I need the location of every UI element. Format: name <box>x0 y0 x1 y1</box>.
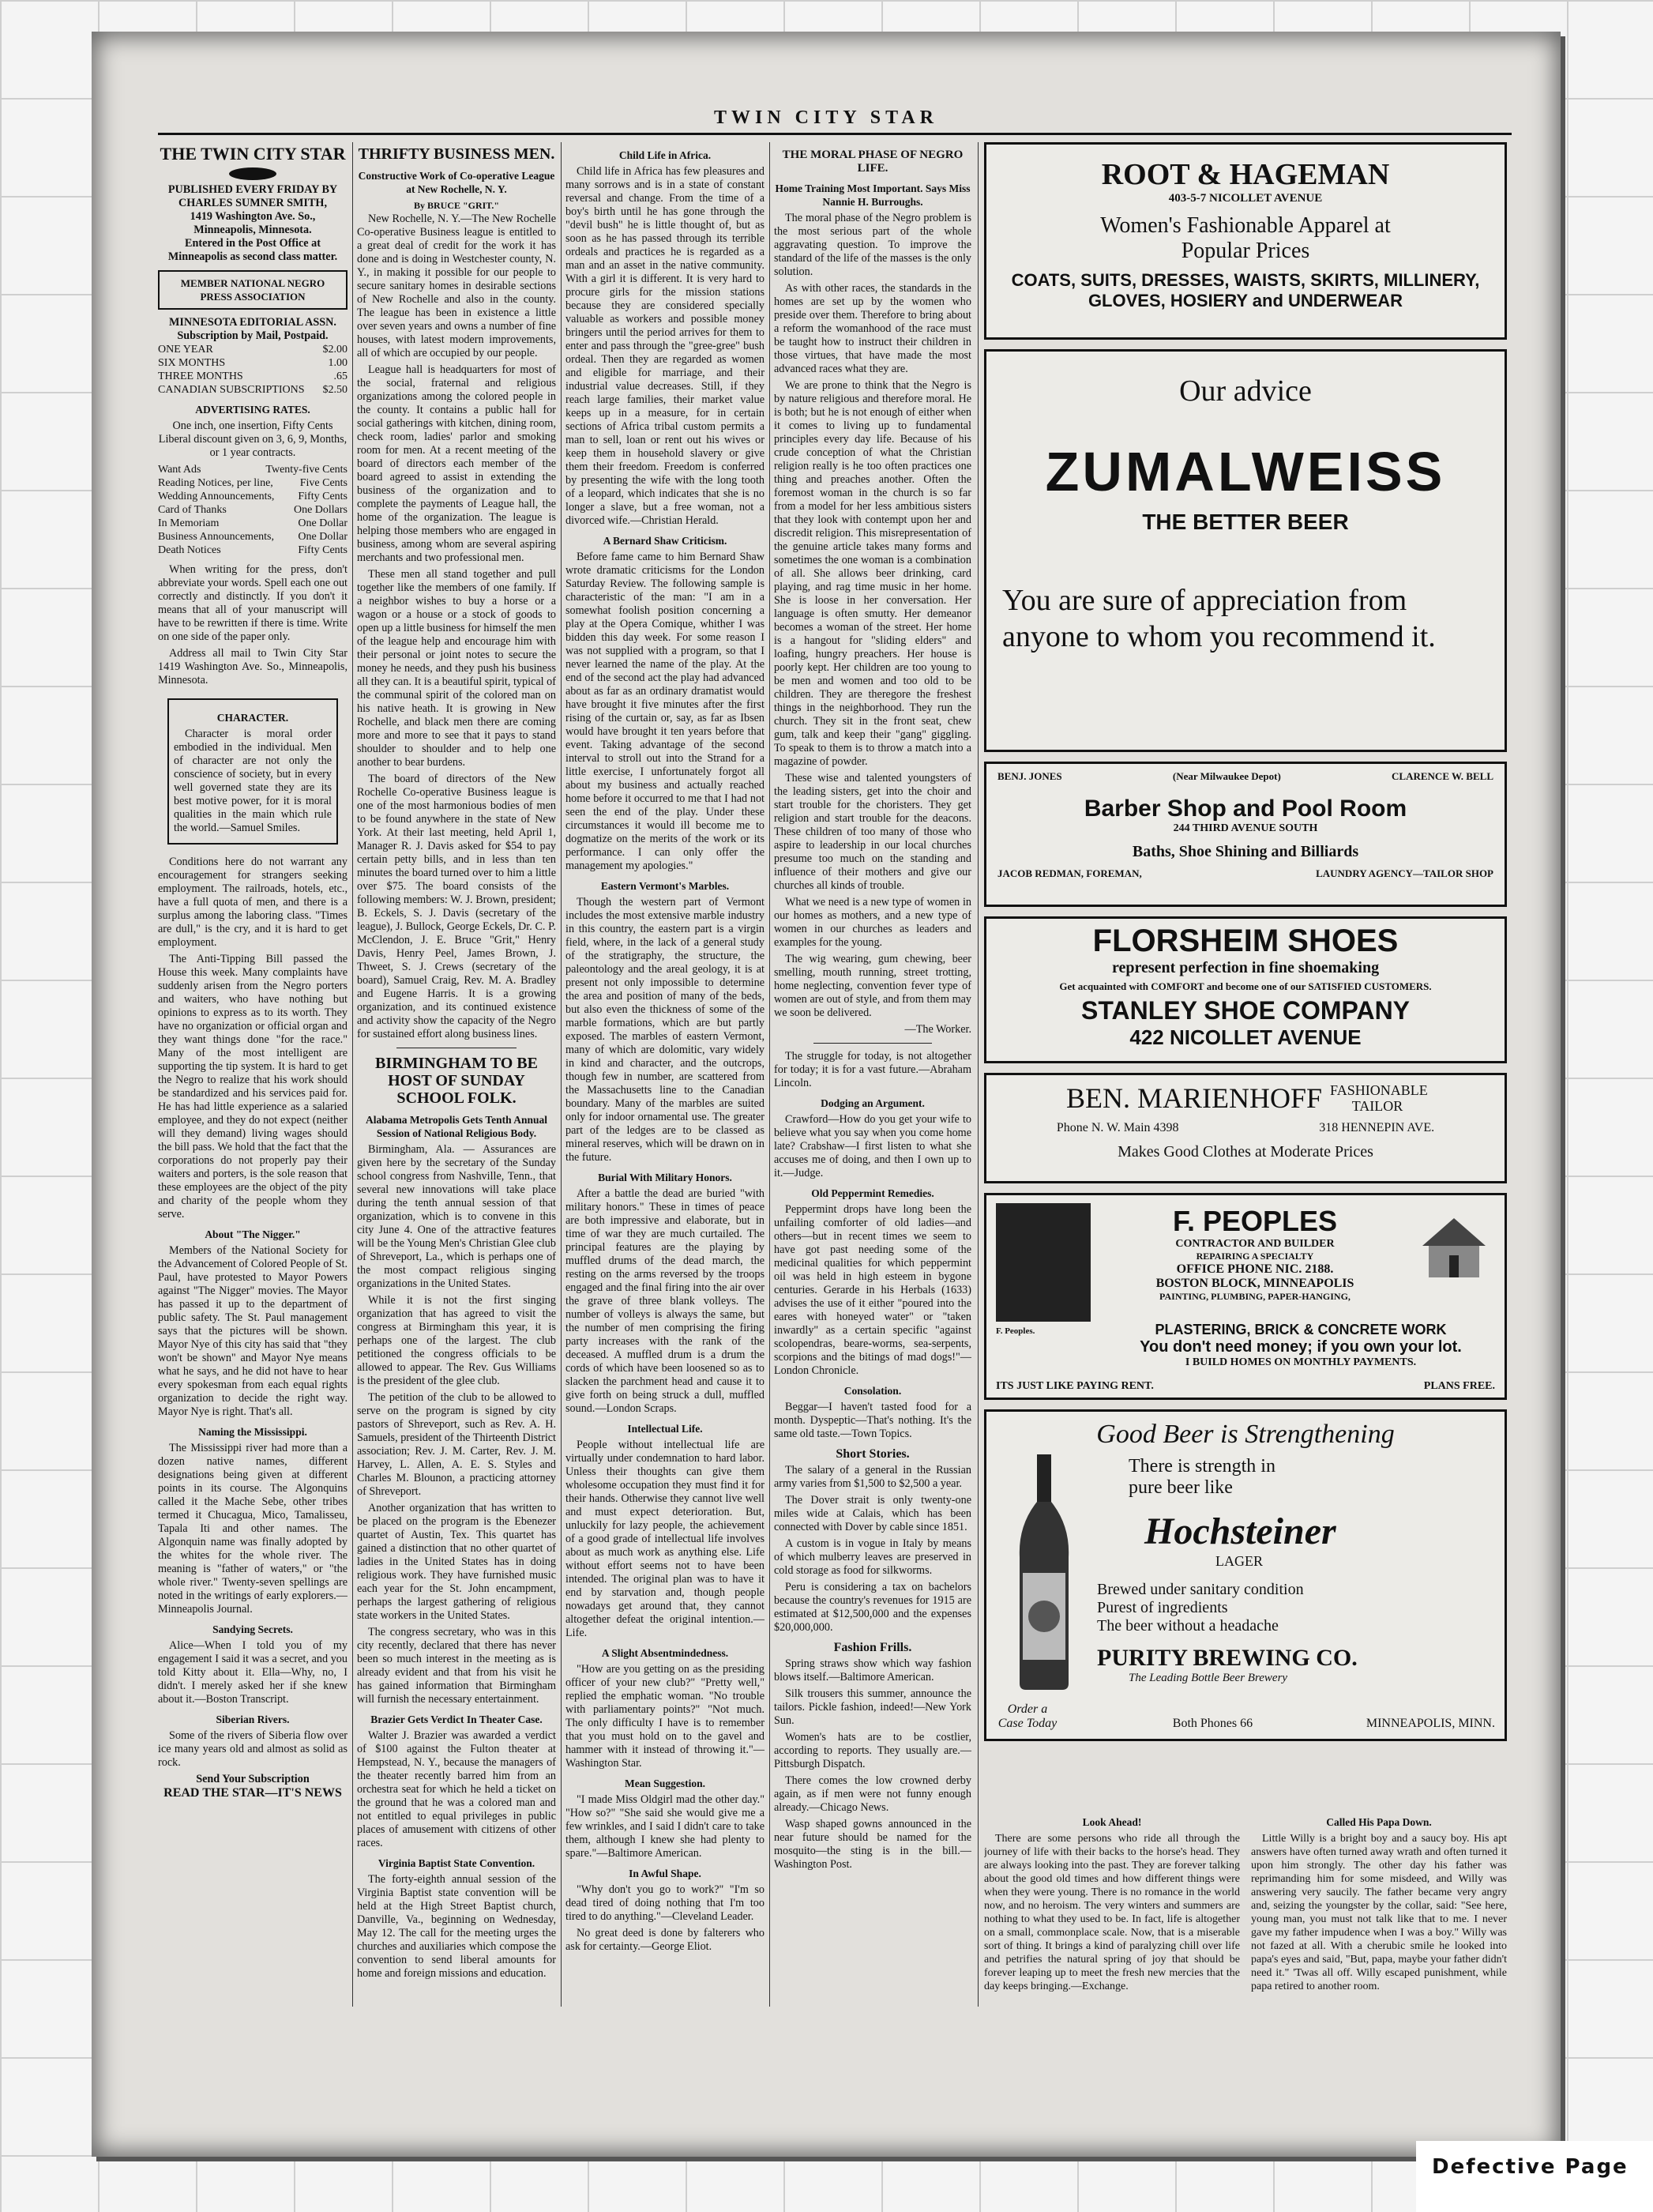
moral-title: THE MORAL PHASE OF NEGRO LIFE. <box>782 149 964 175</box>
price-row: CANADIAN SUBSCRIPTIONS $2.50 <box>158 384 348 396</box>
siberia-text: Some of the rivers of Siberia flow over ice many years old and almost as solid as rock. <box>158 1729 348 1769</box>
column-business <box>357 142 556 2117</box>
character-title: CHARACTER. <box>216 712 289 724</box>
ad-florsheim-line1: represent perfection in fine shoemaking <box>1111 959 1380 976</box>
virginia-text: The forty-eighth annual session of the Virginia Baptist state convention will be held at the High Street Baptist church, Danville, Va., beginning on Wednesday, May 12. The call for the meeting urges the churches and auxiliaries which compose the convention to send liberal amounts for home and foreign missions and education. <box>357 1873 556 1980</box>
moral-p3: We are prone to think that the Negro is by nature religious and therefore moral. He is both; but he is not enough of either when it comes to living up to fundamental principles every day life. Because of his crude conception of what the Christian religion really is he too often practices one thing and preaches another. Often the foremost woman in the church is so far from a model for her less ambitious sisters that they look with contempt upon her and discredit religion. This misrepresentation of the genuine article takes many forms and sometimes the one woman is a combination of all. She allows beer drinking, card playing, and rag time music in her home. She is loose in her conversation. Her language is often smutty. Her demeanor becomes a woman of the street. Her home is a hangout for "sliding elders" and loafing, hungry preachers. Her house is poorly kept. Her children are too young to be men and women and too old to be children. They are theregore the freshest things in the neighborhood. They run the church. They sit in the front seat, chew gum, talk and keep their "gang" giggling. To speak to them is to throw a match into a magazine of powder. <box>774 379 971 768</box>
bottom-articles <box>984 1809 1507 2157</box>
peoples-ad <box>984 1193 1507 1400</box>
worker-credit: —The Worker. <box>904 1023 971 1036</box>
ad-peoples-body: F. PEOPLES CONTRACTOR AND BUILDER REPAIRING A SPECIALTY OFFICE PHONE NIC. 2188. BOSTON BLOCK, MINNEAPOLIS PAINTING, PLUMBING, PAPER-HANGING, <box>1155 1205 1354 1302</box>
ad-florsheim-address: 422 NICOLLET AVENUE <box>1129 1025 1362 1049</box>
frills-text: Silk trousers this summer, announce the tailors. Pickle fashion, indeed!—New York Sun. <box>774 1687 971 1727</box>
character-box <box>167 698 338 845</box>
consolation-text: Beggar—I haven't tasted food for a month. Dyspeptic—That's nothing. It's the same old taste.—Town Topics. <box>774 1401 971 1440</box>
thrifty-p2: League hall is headquarters for most of the social, fraternal and religious organizations among the colored people in the county. It contains a public hall for social gatherings with kitchen, dining room, check room, ladies' parlor and smoking room for men. At a recent meeting of the board of directors each member of the board agreed to assist in extending the business of the organization and to complete the payments of League hall, the home of the organization. The league is helping those members who are engaged in business, among whom are several aspiring merchants and two professional men. <box>357 363 556 564</box>
writing-notice: When writing for the press, don't abbreviate your words. Spell each one out correctly and distinctly. If you don't it means that all of your manuscript will have to be rewritten if there is time. Write on one side of the paper only. <box>158 563 348 643</box>
ad-barber-footer: JACOB REDMAN, FOREMAN, LAUNDRY AGENCY—TAILOR SHOP <box>997 867 1493 879</box>
consolation-title: Consolation. <box>843 1385 902 1397</box>
ad-zumal-tag: THE BETTER BEER <box>1142 510 1349 534</box>
ad-zumal-body: You are sure of appreciation from anyone to whom you recommend it. <box>1002 584 1436 653</box>
ad-root-address: 403-5-7 NICOLLET AVENUE <box>1168 192 1323 205</box>
send-subscription: Send Your Subscription <box>196 1773 310 1785</box>
publisher-address: 1419 Washington Ave. So., Minneapolis, Minnesota. <box>190 210 316 236</box>
rate-row: Business Announcements, One Dollar <box>158 531 348 543</box>
ad-beer-footer: Order a Case Today Both Phones 66 MINNEAPOLIS, MINN. <box>997 1702 1495 1730</box>
price-row: THREE MONTHS .65 <box>158 371 348 382</box>
birmingham-p8: Another organization that has written to be placed on the program is the Ebenezer quartet of Austin, Tex. This quartet has gained a distinction that no other quartet of ladies in the United States has in doing religious work. They have furnished music each year for the St. John encampment, perhaps the largest gathering of religious state workers in the United States. <box>357 1502 556 1622</box>
nigger-title: About "The Nigger." <box>205 1228 301 1240</box>
column-divider <box>352 142 353 2007</box>
siberia-title: Siberian Rivers. <box>216 1714 290 1725</box>
ad-marienhoff-slogan: Makes Good Clothes at Moderate Prices <box>1118 1143 1373 1161</box>
newspaper-sheet <box>92 32 1561 2157</box>
price-list <box>158 343 348 397</box>
thrifty-p4: The board of directors of the New Rochelle Co-operative Business league is one of the most harmonious bodies of men to be found anywhere in the state of New York. At their last meeting, held April 1, Manager R. J. Davis asked for $54 to pay certain petty bills, and in less than ten minutes the board turned over to him a little over $75. The board consists of the following members: W. J. Brown, president; B. Eckels, S. J. Davis (secretary of the league), J. Bullock, George Eckels, Dr. C. P. McClendon, J. E. Bruce "Grit," Henry Davis, Henry Peel, James Brown, J. Thweet, S. J. Crews (secretary of the board), Samuel Craig, Rev. M. A. Bradley and Eugene Harris. It is a growing organization, and its continued existence and activity show the capacity of the Negro for sustained effort along business lines. <box>357 773 556 1040</box>
root-hageman-ad <box>984 142 1507 340</box>
ad-barber-name: Barber Shop and Pool Room <box>1084 796 1407 822</box>
shaw-text: Before fame came to him Bernard Shaw wrote dramatic criticisms for the London Saturday Review. The following sample is characteristic of the man: "I am in a somewhat foolish position concerning a play at the Opera Comique, whither I was bidden this day week. For some reason I was not supplied with a program, so that I never learned the name of the play. At the end of the second act the play had advanced about as far as an ordinary dramatist would have brought it five minutes after the first rising of the curtain or, say, as far as Ibsen would have brought it ten years before that event. Taking advantage of the second interval to stroll out into the Strand for a little exercise, I unfortunately forgot all about my business and actually reached home before it occurred to me that I had not seen the end of the play. Under these circumstances it would ill become me to dogmatize on the merits of the work or its performance. I can only offer the management my apologies." <box>565 551 765 872</box>
ad-peoples-bottom: ITS JUST LIKE PAYING RENT. PLANS FREE. <box>996 1380 1495 1392</box>
moral-p1: The moral phase of the Negro problem is the most serious part of the whole aggravating question. To improve the standard of the life of the masses is the only solution. <box>774 212 971 278</box>
absent-text: "How are you getting on as the presiding officer of your new club?" "Pretty well," replied the emphatic woman. "No trouble with parliamentary points?" "Not much. The only difficulty I have is to remember that you must hold on to the gavel and hammer with it instead of throwing it."—Washington Star. <box>565 1663 765 1770</box>
nigger-text: Members of the National Society for the Advancement of Colored People of St. Paul, have protested to Mayor Powers against "The Nigger" movies. The Mayor has passed it up to the department of public safety. The St. Paul management says that the pictures will be shown. Mayor Nye of this city has said that "they won't be shown" and Mayor Nye means what he says, and he did not have to hear every spokesman from each equal rights organization to decide the right way. Mayor Nye is right. That's all. <box>158 1244 348 1418</box>
falterers-text: No great deed is done by falterers who ask for certainty.—George Eliot. <box>565 1927 765 1953</box>
publisher: CHARLES SUMNER SMITH, <box>178 197 327 209</box>
look-title: Look Ahead! <box>1082 1816 1142 1828</box>
dodging-title: Dodging an Argument. <box>821 1097 925 1109</box>
rate-row: Wedding Announcements, Fifty Cents <box>158 491 348 502</box>
beer-bottle-icon <box>1010 1454 1078 1691</box>
birmingham-p6: While it is not the first singing organization that has agreed to visit the congress at Birmingham this year, it is perhaps one of the largest. The club petitioned the congress officials to be allowed to appear. The Rev. Gus Williams is the president of the glee club. <box>357 1294 556 1387</box>
birmingham-subtitle: Alabama Metropolis Gets Tenth Annual Session of National Religious Body. <box>365 1114 548 1139</box>
ad-peoples-footer: PLASTERING, BRICK & CONCRETE WORK You don't need money; if you own your lot. I BUILD HOMES ON MONTHLY PAYMENTS. <box>1140 1322 1462 1368</box>
ad-peoples-caption: F. Peoples. <box>996 1326 1035 1336</box>
antitipping-text: The Anti-Tipping Bill passed the House this week. Many complaints have suddenly arisen from the Negro porters and waiters, who have nothing but opinions to express as to its worth. They have no organization or official organ and they want things done "for the race." Many of the most intelligent are supporting the tip system. It is hard to get the Negro to realize that his work should be standardized and his services paid for. He has had little experience as a salaried employee, and they do not expect (neither will they demand) living wages should the bill pass. We hold that the fact that the corporations do not properly pay their waiters and porters, is the sole reason that these employees are the object of the pity and charity of the people whom they serve. <box>158 953 348 1221</box>
rate-row: Death Notices Fifty Cents <box>158 544 348 556</box>
awful-text: "Why don't you go to work?" "I'm so dead tired of doing nothing that I'm too tired to do anything."—Cleveland Leader. <box>565 1883 765 1923</box>
secrets-text: Alice—When I told you of my engagement I said it was a secret, and you told Kitty about it. Ella—Why, no, I didn't. I merely asked her if she knew about it.—Boston Transcript. <box>158 1639 348 1706</box>
ad-root-line2: Popular Prices <box>1181 239 1310 263</box>
peppermint-title: Old Peppermint Remedies. <box>811 1187 934 1199</box>
moral-subtitle: Home Training Most Important. Says Miss Nannie H. Burroughs. <box>775 182 971 208</box>
absent-title: A Slight Absentmindedness. <box>601 1647 729 1659</box>
birmingham-p5: Birmingham, Ala. — Assurances are given here by the secretary of the Sunday school congress from Nashville, Tenn., that several new innovations will take place during the tenth annual session of that organization, which is to convene in this city June 4. One of the attractive features will be the Young Men's Christian Glee club of Shreveport, La., which is perhaps one of the most compact religious singing organizations in the United States. <box>357 1143 556 1290</box>
ad-marienhoff-header: BEN. MARIENHOFF FASHIONABLE TAILOR <box>1065 1082 1428 1114</box>
thrifty-p3: These men all stand together and pull together like the members of one family. If a neighbor wishes to buy a horse or a wagon or a house or a stock of goods to open up a little business for himself the men of the league help and encourage him with their personal or joint notes to secure the money he needs, and they push his business all they can. It is a beautiful spirit, typical of the communal spirit of the colored man on his native heath. It is growing in New Rochelle, and black men there are coming more and more to see that it pays to stand shoulder to shoulder and to help one another to bear burdens. <box>357 568 556 769</box>
ad-root-name: ROOT & HAGEMAN <box>1101 158 1390 191</box>
byline: By BRUCE "GRIT." <box>413 200 500 211</box>
frills-text: Wasp shaped gowns announced in the near future should be named for the mosquito—the sting is in the bill.—Washington Post. <box>774 1818 971 1871</box>
papa-title: Called His Papa Down. <box>1326 1816 1432 1828</box>
entered-notice: Entered in the Post Office at Minneapolis as second class matter. <box>167 237 338 263</box>
ad-barber-header: BENJ. JONES (Near Milwaukee Depot) CLARENCE W. BELL <box>997 770 1493 782</box>
frills-text: There comes the low crowned derby again, as if men were not funny enough already.—Chicago News. <box>774 1774 971 1814</box>
mean-title: Mean Suggestion. <box>624 1778 705 1789</box>
intellect-title: Intellectual Life. <box>627 1423 703 1435</box>
character-text: Character is moral order embodied in the individual. Men of character are not only the conscience of society, but in every well governed state they are its best motive power, for it is moral qualities in the main which rule the world.—Samuel Smiles. <box>174 728 332 834</box>
ad-barber-services: Baths, Shoe Shining and Billiards <box>1132 843 1359 860</box>
birmingham-title: BIRMINGHAM TO BE HOST OF SUNDAY SCHOOL FOLK. <box>375 1055 538 1107</box>
ads-column <box>984 142 1507 1751</box>
rate-row: In Memoriam One Dollar <box>158 517 348 529</box>
star-logo-icon <box>229 167 276 180</box>
africa-title: Child Life in Africa. <box>618 149 712 161</box>
ad-florsheim-name: FLORSHEIM SHOES <box>1092 924 1399 958</box>
look-text: There are some persons who ride all through the journey of life with their backs to the horse's head. They are always looking into the past. They are forever talking about the good old times and how different things were when they were young. There is no romance in the world now, and no heroism. The very winters and summers are nothing to what they used to be. In fact, life is altogether on a small, commonplace scale. Now, that is a miserable sort of thing. It brings a kind of paralyzing chill over life and petrifies the natural spring of joy that should be forever leaping up to meet the fresh new mercies that the day keeps bringing.—Exchange. <box>984 1833 1240 1992</box>
frills-text: Spring straws show which way fashion blows itself.—Baltimore American. <box>774 1657 971 1683</box>
member-box: MEMBER NATIONAL NEGRO PRESS ASSOCIATION <box>158 270 348 310</box>
column-miscellany <box>565 142 765 2117</box>
top-rule <box>158 133 1512 135</box>
rates-list <box>158 463 348 557</box>
thrifty-title: THRIFTY BUSINESS MEN. <box>358 145 555 163</box>
struggle-text: The struggle for today, is not altogether for today; it is for a vast future.—Abraham Lincoln. <box>774 1050 971 1089</box>
papa-text: Little Willy is a bright boy and a saucy boy. His apt answers have often turned away wrath and often turned it upon him strongly. The other day his father was reprimanding him for some misdeed, and Willy was answering very saucily. The father became very angry and, seizing the youngster by the collar, said: "See here, young man, you must not talk like that to me. I never gave my father impudence when I was a boy." Willy was not fazed at all. With a cherubic smile he looked into papa's eyes and said, "But, papa, maybe your father didn't need it." 'Twas all off. Willy escaped punishment, while papa retired to another room. <box>1251 1833 1507 1992</box>
papa-article <box>1251 1809 1507 2157</box>
shaw-title: A Bernard Shaw Criticism. <box>603 535 727 547</box>
read-star: READ THE STAR—IT'S NEWS <box>163 1786 342 1800</box>
peppermint-text: Peppermint drops have long been the unfailing comforter of old ladies—and others—but in recent times we seem to have got past needing some of the medicinal qualities for which peppermint oil was held in high esteem in bygone centuries. Gerarde in his Herbals (1633) advises the use of it either "poured into the eares with honeyed water" or "taken inwardly" as a certain specific "against scolopendras, beare-worms, sea-serpents, scorpions and the bitings of mad dogs!"—London Chronicle. <box>774 1203 971 1377</box>
short-text: Peru is considering a tax on bachelors because the country's revenues for 1915 are estimated at $12,500,000 and the expenses $20,000,000. <box>774 1581 971 1634</box>
short-text: The Dover strait is only twenty-one miles wide at Calais, which has been connected with Dover by cable since 1851. <box>774 1494 971 1533</box>
intellect-text: People without intellectual life are virtually under condemnation to hard labor. Unless their thoughts can give them wholesome occupation they must find it for their hands. Otherwise they cannot live well and must expect deterioration. But, unluckily for lazy people, the achievement of a good grade of intellectual life involves about as much work as anything else. Life without effort seems not to have been intended. The original plan was to have it end by starvation and, though people nowadays get around that, they cannot altogether defeat the original intention.—Life. <box>565 1439 765 1639</box>
masthead-title: THE TWIN CITY STAR <box>160 144 346 164</box>
virginia-title: Virginia Baptist State Convention. <box>378 1857 535 1869</box>
ad-beer-body: There is strength in pure beer like Hochsteiner LAGER Brewed under sanitary condition Purest of ingredients The beer without a headache PURITY BREWING CO. The Leading Bottle Beer Brewery <box>1097 1456 1358 1684</box>
editorial-assn: MINNESOTA EDITORIAL ASSN. <box>169 316 336 329</box>
burial-text: After a battle the dead are buried "with military honors." These in times of peace are both impressive and elaborate, but in time of war they are much curtailed. The principal features are the playing by muffled drums of the dead march, the resting on the arms reversed by the troops engaged and the final firing into the air over the grave of three blank volleys. The number of volleys is always the same, but the number of men comprising the firing party increases with the rank of the deceased. A muffled drum is a drum the cords of which have been loosened so as to slacken the parchment head and cause it to give forth on being struck a dull, muffled sound.—London Scraps. <box>565 1187 765 1415</box>
ad-root-line1: Women's Fashionable Apparel at <box>1100 213 1391 238</box>
moral-p4: These wise and talented youngsters of the leading sisters, get into the choir and start trouble for the choristers. They get religion and start trouble for the deacons. These children of too many of those who aspire to leadership in our local churches presume too much on the standing and influence of their mothers and give our churches all kinds of trouble. <box>774 772 971 892</box>
brazier-text: Walter J. Brazier was awarded a verdict of $100 against the Fulton theater at Hempstead, N. Y., because the managers of the theater recently barred him from an orchestra seat for which he held a ticket on the ground that he was a colored man and not entitled to equal privileges in public places of amusement with citizens of other races. <box>357 1729 556 1849</box>
dodging-text: Crawford—How do you get your wife to believe what you say when you come home late? Crabshaw—I first listen to what she accuses me of doing, and then I own up to it.—Judge. <box>774 1113 971 1179</box>
short-text: The salary of a general in the Russian army varies from $1,500 to $2,500 a year. <box>774 1464 971 1490</box>
florsheim-ad <box>984 916 1507 1063</box>
rate-row: Want Ads Twenty-five Cents <box>158 464 348 476</box>
adv-text: One inch, one insertion, Fifty Cents Liberal discount given on 3, 6, 9, Months, or 1 year contracts. <box>158 419 348 459</box>
subscription-title: Subscription by Mail, Postpaid. <box>177 329 329 342</box>
mail-address: Address all mail to Twin City Star 1419 Washington Ave. So., Minneapolis, Minnesota. <box>158 647 348 687</box>
frills-title: Fashion Frills. <box>833 1641 912 1654</box>
rate-row: Card of Thanks One Dollars <box>158 504 348 516</box>
brazier-title: Brazier Gets Verdict In Theater Case. <box>370 1714 543 1725</box>
birmingham-p9: The congress secretary, who was in this city recently, declared that there has never been so much interest in the meeting as is already evident and that from his visit he has gained information that Birmingham will furnish the necessary entertainment. <box>357 1626 556 1706</box>
column-masthead <box>158 142 348 2117</box>
thrifty-p1: New Rochelle, N. Y.—The New Rochelle Co-operative Business league is entitled to a great deal of credit for the work it has done and is doing in Westchester county, N. Y., in making it possible for our people to secure sanitary homes in desirable sections of New Rochelle and also in the county. The league has been in existence a little over seven years and owns a number of fine houses, with latest modern improvements, all of which are occupied by our people. <box>357 213 556 359</box>
price-row: SIX MONTHS 1.00 <box>158 357 348 369</box>
price-row: ONE YEAR $2.00 <box>158 344 348 356</box>
published-line: PUBLISHED EVERY FRIDAY BY <box>167 183 338 196</box>
conditions-text: Conditions here do not warrant any encouragement for strangers seeking employment. The railroads, hotels, etc., have a full quota of men, and there is a surplus among the laboring class. "Times are dull," is the cry, and it is hard to get employment. <box>158 856 348 949</box>
africa-text: Child life in Africa has few pleasures and many sorrows and is in a state of constant reversal and change. From the time of a boy's birth until he has gone through the "devil bush" he is little thought of, but as soon as he has passed through its terrible ordeals and practices he is regarded as a man and an asset in the native community. With a girl it is different. It is very hard to procure girls for the mission stations because they are considered specially valuable as workers and possible money bringers until the period arrives for them to enter and pass through the "gree-gree" bush ordeal. Then they are regarded as women and eligible for marriage, and their industrial value decreases. Still, if they reach large families, their market value keeps up in a measure, for in certain sections of Africa tribal custom permits a man to sell, loan or rent out his wives or keep them in household slavery or give them their freedom. Freedom is conferred by presenting the wife with the long tooth of a leopard, which indicates that she is no longer a slave, but a free woman, not a divorced wife.—Christian Herald. <box>565 165 765 527</box>
birmingham-p7: The petition of the club to be allowed to serve on the program is signed by city pastors of Shreveport, such as Rev. A. H. Samuels, president of the Thirteenth District association; Rev. J. M. Carter, Rev. J. M. Harvey, L. Allen, A. E. S. Styles and Charles M. Blounon, a practicing attorney of Shreveport. <box>357 1391 556 1498</box>
marbles-text: Though the western part of Vermont includes the most extensive marble industry in this country, the eastern part is a virgin field, where, in the lack of a general study of the stratigraphy, the structure, the paleontology and the areal geology, it is at present not only impossible to determine the area and position of many of the beds, but also even the thickness of some of the marble formations, which are but partly exposed. The marbles of eastern Vermont, many of which are dolomitic, vary widely in kind and character, and the outcrops, though few in number, are scattered from the Massachusetts line to the Canadian boundary. Many of the marbles are suited only for indoor ornamental use. The greater part of the ledges are to be classed as mineral reserves, which will be drawn on in the future. <box>565 896 765 1164</box>
miss-text: The Mississippi river had more than a dozen native names, different designations being given at different points in its course. The Algonquins called it the Mache Sebe, other tribes termed it Chucagua, Mico, Tamalisseu, Tapala Iti and other names. The Algonquin name was finally adopted by the whites for the whole river. The meaning is "father of waters," or "the whole river." Twenty-seven spellings are noted in the writings of early explorers.—Minneapolis Journal. <box>158 1442 348 1616</box>
house-icon <box>1414 1206 1493 1285</box>
ad-florsheim-line2: Get acquainted with COMFORT and become one of our SATISFIED CUSTOMERS. <box>1059 980 1432 992</box>
frills-text: Women's hats are to be costlier, according to reports. They usually are.—Pittsburgh Dispatch. <box>774 1731 971 1770</box>
moral-p5: What we need is a new type of women in our homes as mothers, and a new type of women in our churches as leaders and examples for the young. <box>774 896 971 949</box>
defective-page-label: Defective Page <box>1416 2141 1653 2212</box>
rate-row: Reading Notices, per line, Five Cents <box>158 477 348 489</box>
ad-zumal-advice: Our advice <box>1179 374 1312 408</box>
awful-title: In Awful Shape. <box>629 1868 701 1879</box>
column-moral <box>774 142 971 2117</box>
purity-beer-ad <box>984 1409 1507 1741</box>
zumalweiss-ad <box>984 349 1507 752</box>
thrifty-subtitle: Constructive Work of Co-operative League at New Rochelle, N. Y. <box>358 170 555 195</box>
mean-text: "I made Miss Oldgirl mad the other day." "How so?" "She said she would give me a few wrinkles, and I said I didn't care to take them, although I knew she had plenty to spare."—Baltimore American. <box>565 1793 765 1860</box>
running-head: TWIN CITY STAR <box>713 107 939 128</box>
column-divider <box>769 142 770 2007</box>
portrait-photo <box>996 1203 1091 1322</box>
ad-zumal-name: ZUMALWEISS <box>1045 441 1446 502</box>
burial-title: Burial With Military Honors. <box>598 1172 732 1183</box>
look-ahead-article <box>984 1809 1240 2157</box>
divider <box>813 1043 932 1044</box>
adv-title: ADVERTISING RATES. <box>195 404 310 416</box>
ad-marienhoff-contact: Phone N. W. Main 4398 318 HENNEPIN AVE. <box>1056 1121 1435 1134</box>
barber-ad <box>984 762 1507 907</box>
short-title: Short Stories. <box>836 1447 910 1461</box>
moral-p2: As with other races, the standards in the homes are set up by the women who preside over them. Therefore to bring about a reform the womanhood of the race must be taught how to instruct their children in those virtues, that have made the most advanced races what they are. <box>774 282 971 375</box>
ad-barber-address: 244 THIRD AVENUE SOUTH <box>1173 822 1318 834</box>
column-divider <box>978 142 979 2007</box>
ad-florsheim-company: STANLEY SHOE COMPANY <box>1080 996 1411 1025</box>
ad-root-line3: COATS, SUITS, DRESSES, WAISTS, SKIRTS, MILLINERY, GLOVES, HOSIERY and UNDERWEAR <box>1011 270 1480 310</box>
secrets-title: Sandying Secrets. <box>212 1623 293 1635</box>
short-text: A custom is in vogue in Italy by means of which mulberry leaves are preserved in cold storage as food for silkworms. <box>774 1537 971 1577</box>
miss-title: Naming the Mississippi. <box>198 1426 307 1438</box>
marbles-title: Eastern Vermont's Marbles. <box>600 880 730 892</box>
moral-p6: The wig wearing, gum chewing, beer smelling, mouth running, street trotting, home neglecting, convention fever type of women are out of style, and from them may we soon be delivered. <box>774 953 971 1019</box>
ad-beer-headline: Good Beer is Strengthening <box>1096 1420 1395 1449</box>
marienhoff-ad <box>984 1073 1507 1183</box>
column-divider <box>561 142 562 2007</box>
